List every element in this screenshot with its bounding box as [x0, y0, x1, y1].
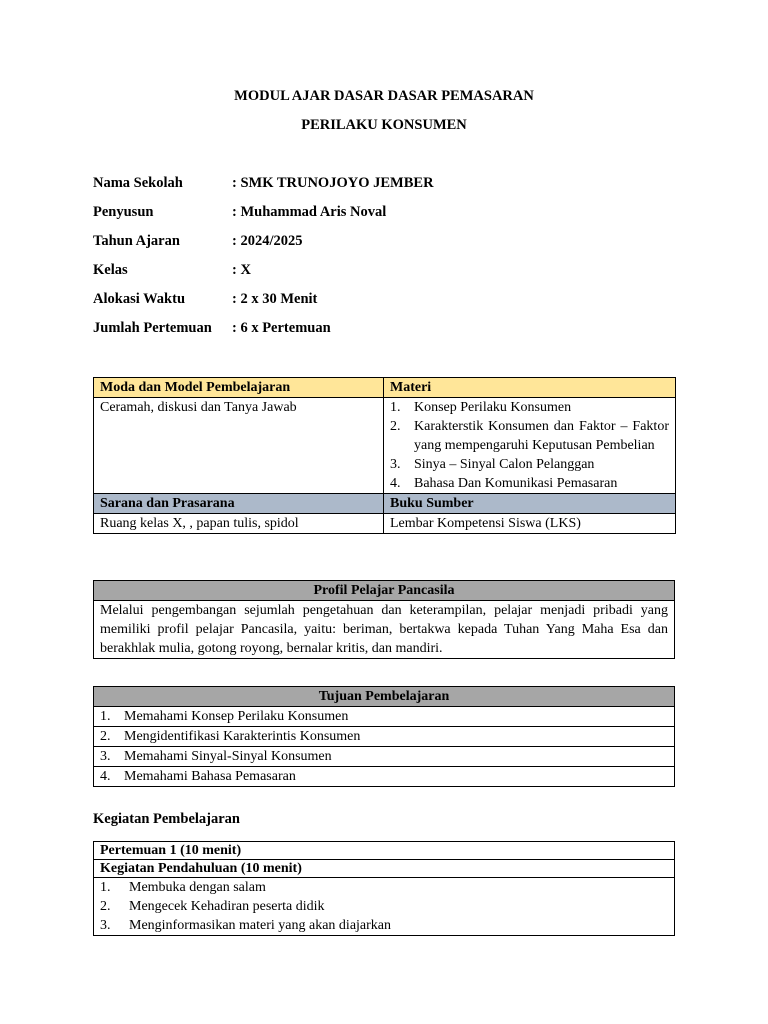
table-row: 3. Memahami Sinyal-Sinyal Konsumen [94, 747, 675, 767]
info-label: Nama Sekolah [93, 175, 183, 191]
buku-value: Lembar Kompetensi Siswa (LKS) [384, 514, 676, 534]
materi-list [390, 398, 669, 493]
profil-table [93, 580, 675, 659]
kegiatan-table [93, 841, 675, 936]
pendahuluan-header: Kegiatan Pendahuluan (10 menit) [94, 860, 675, 878]
table-row: 1. Memahami Konsep Perilaku Konsumen [94, 707, 675, 727]
document-subtitle: PERILAKU KONSUMEN [301, 117, 467, 133]
info-value: : 2 x 30 Menit [232, 291, 318, 307]
list-item: 1. Konsep Perilaku Konsumen [390, 400, 572, 415]
pertemuan-header: Pertemuan 1 (10 menit) [94, 842, 675, 860]
info-label: Alokasi Waktu [93, 291, 186, 307]
moda-value: Ceramah, diskusi dan Tanya Jawab [94, 398, 384, 494]
tujuan-header: Tujuan Pembelajaran [94, 687, 675, 707]
profil-header: Profil Pelajar Pancasila [94, 581, 675, 601]
info-value: : SMK TRUNOJOYO JEMBER [232, 175, 434, 191]
list-item: 4. Bahasa Dan Komunikasi Pemasaran [390, 476, 618, 491]
sarana-header: Sarana dan Prasarana [94, 494, 384, 514]
info-label: Jumlah Pertemuan [93, 320, 212, 336]
info-value: : Muhammad Aris Noval [232, 204, 387, 220]
info-value: : X [232, 262, 251, 278]
tujuan-table [93, 686, 675, 787]
moda-materi-table [93, 377, 676, 534]
info-value: : 6 x Pertemuan [232, 320, 331, 336]
sarana-value: Ruang kelas X, , papan tulis, spidol [94, 514, 384, 534]
kegiatan-label: Kegiatan Pembelajaran [93, 811, 240, 827]
buku-header: Buku Sumber [384, 494, 676, 514]
list-item: 3. Sinya – Sinyal Calon Pelanggan [390, 457, 595, 472]
list-item: 3. Menginformasikan materi yang akan diajarkan [100, 918, 392, 933]
table-row: 4. Memahami Bahasa Pemasaran [94, 767, 675, 787]
list-item: 1. Membuka dengan salam [100, 880, 266, 895]
table-row: 2. Mengidentifikasi Karakterintis Konsumen [94, 727, 675, 747]
info-label: Tahun Ajaran [93, 233, 180, 249]
list-item: 2. Karakterstik Konsumen dan Faktor – Faktor yang mempengaruhi Keputusan Pembelian [390, 419, 669, 453]
materi-header: Materi [384, 378, 676, 398]
moda-header: Moda dan Model Pembelajaran [94, 378, 384, 398]
pendahuluan-list-cell [94, 878, 675, 936]
profil-text: Melalui pengembangan sejumlah pengetahuan dan keterampilan, pelajar menjadi pribadi yang memiliki profil pelajar Pancasila, yaitu: beriman, bertakwa kepada Tuhan Yang Maha Esa dan berakhlak mulia, gotong royong, bernalar kritis, dan mandiri. [94, 601, 675, 659]
info-value: : 2024/2025 [232, 233, 303, 249]
info-label: Penyusun [93, 204, 154, 220]
document-title: MODUL AJAR DASAR DASAR PEMASARAN [234, 88, 534, 104]
list-item: 2. Mengecek Kehadiran peserta didik [100, 899, 325, 914]
info-label: Kelas [93, 262, 128, 278]
materi-list-cell [384, 398, 676, 494]
